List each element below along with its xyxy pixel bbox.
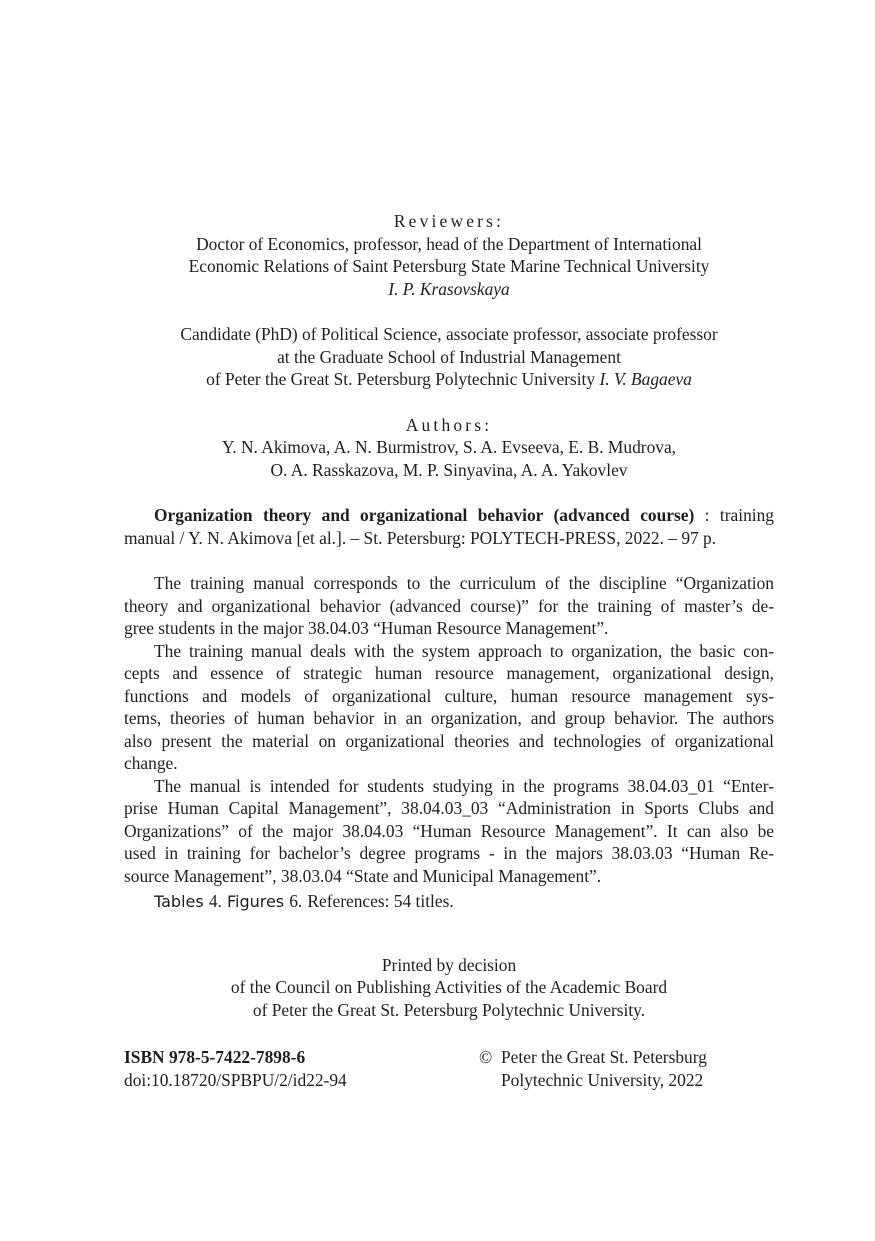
reviewer-1-line-1: Doctor of Economics, professor, head of the Department of International bbox=[196, 233, 702, 254]
tables-count: 4. bbox=[208, 891, 222, 911]
abstract-p3-line-2: prise Human Capital Management”, 38.04.03_03 “Administration in Sports Clubs and bbox=[124, 798, 774, 818]
reviewers-heading: Reviewers: bbox=[393, 211, 505, 231]
abstract-p3-line-5: source Management”, 38.03.04 “State and Municipal Management”. bbox=[124, 865, 602, 886]
authors-heading: Authors: bbox=[405, 414, 493, 435]
abstract-paragraph-1 bbox=[124, 572, 774, 640]
abstract-p3-line-1: The manual is intended for students studying in the programs 38.04.03_01 “Enter- bbox=[154, 775, 774, 796]
reviewers-section bbox=[124, 210, 774, 391]
abstract-paragraph-3 bbox=[124, 775, 774, 888]
figures-count: 6. bbox=[289, 891, 303, 911]
citation-line-1 bbox=[124, 504, 774, 527]
references-count: References: 54 titles. bbox=[307, 891, 454, 911]
reviewer-1-line-2: Economic Relations of Saint Petersburg State Marine Technical University bbox=[188, 256, 710, 276]
reviewer-2-line-3 bbox=[124, 368, 774, 391]
abstract-p3-line-4: used in training for bachelor’s degree programs - in the majors 38.03.03 “Human Re- bbox=[124, 843, 774, 863]
printed-by-line-3: of Peter the Great St. Petersburg Polytechnic University. bbox=[252, 999, 646, 1020]
reviewer-2-line-1: Candidate (PhD) of Political Science, associate professor, associate professor bbox=[180, 324, 718, 344]
figures-label: Figures bbox=[226, 892, 285, 911]
abstract-p2-line-5: also present the material on organizational theories and technologies of organizational bbox=[124, 730, 774, 751]
reviewer-2-line-2: at the Graduate School of Industrial Management bbox=[277, 346, 621, 367]
abstract-p2-line-3: functions and models of organizational culture, human resource management sys- bbox=[124, 685, 774, 706]
abstract-p2-line-2: cepts and essence of strategic human resource management, organizational design, bbox=[124, 663, 774, 683]
tables-label: Tables bbox=[154, 892, 204, 911]
abstract-p2-line-6: change. bbox=[124, 753, 178, 773]
reviewer-2-affiliation: of Peter the Great St. Petersburg Polytechnic University bbox=[206, 369, 596, 389]
printed-by-line-2: of the Council on Publishing Activities of the Academic Board bbox=[230, 977, 668, 997]
abstract-p1-line-1: The training manual corresponds to the curriculum of the discipline “Organization bbox=[154, 573, 774, 593]
copyright-line-1 bbox=[479, 1046, 707, 1069]
abstract-p1-line-2: theory and organizational behavior (advanced course)” for the training of master’s de- bbox=[124, 595, 774, 616]
copyright-block bbox=[479, 1046, 707, 1091]
authors-line-1: Y. N. Akimova, A. N. Burmistrov, S. A. Evseeva, E. B. Mudrova, bbox=[221, 437, 677, 457]
abstract-p3-line-3: Organizations” of the major 38.04.03 “Human Resource Management”. It can also be bbox=[124, 820, 774, 841]
authors-section bbox=[124, 414, 774, 482]
authors-line-2: O. A. Rasskazova, M. P. Sinyavina, A. A. Yakovlev bbox=[270, 459, 628, 480]
abstract-p1-line-3: gree students in the major 38.04.03 “Human Resource Management”. bbox=[124, 618, 609, 638]
citation-section bbox=[124, 504, 774, 549]
reviewer-2-name: I. V. Bagaeva bbox=[599, 369, 692, 389]
copyright-holder: Peter the Great St. Petersburg bbox=[501, 1047, 707, 1067]
abstract-p2-line-1: The training manual deals with the system approach to organization, the basic con- bbox=[154, 640, 774, 661]
abstract-section bbox=[124, 572, 774, 914]
abstract-p2-line-4: tems, theories of human behavior in an organization, and group behavior. The authors bbox=[124, 708, 774, 728]
copyright-symbol: © bbox=[479, 1047, 493, 1067]
copyright-year: Polytechnic University, 2022 bbox=[501, 1069, 704, 1090]
abstract-paragraph-2 bbox=[124, 640, 774, 775]
printed-by-line-1: Printed by decision bbox=[381, 954, 517, 975]
copyright-line-2 bbox=[479, 1069, 707, 1092]
book-title: Organization theory and organizational behavior (advanced course) bbox=[154, 505, 695, 525]
publication-footer bbox=[124, 1046, 774, 1094]
isbn-block bbox=[124, 1046, 347, 1091]
title-page-reverse bbox=[124, 210, 774, 1021]
citation-line-2: manual / Y. N. Akimova [et al.]. – St. Petersburg: POLYTECH-PRESS, 2022. – 97 p. bbox=[124, 527, 717, 548]
summary-line bbox=[124, 890, 774, 914]
reviewer-1-name: I. P. Krasovskaya bbox=[388, 278, 510, 299]
isbn: ISBN 978-5-7422-7898-6 bbox=[124, 1047, 306, 1067]
doi: doi:10.18720/SPBPU/2/id22-94 bbox=[124, 1069, 347, 1090]
citation-type: : training bbox=[694, 505, 774, 525]
printed-by-section bbox=[124, 954, 774, 1022]
